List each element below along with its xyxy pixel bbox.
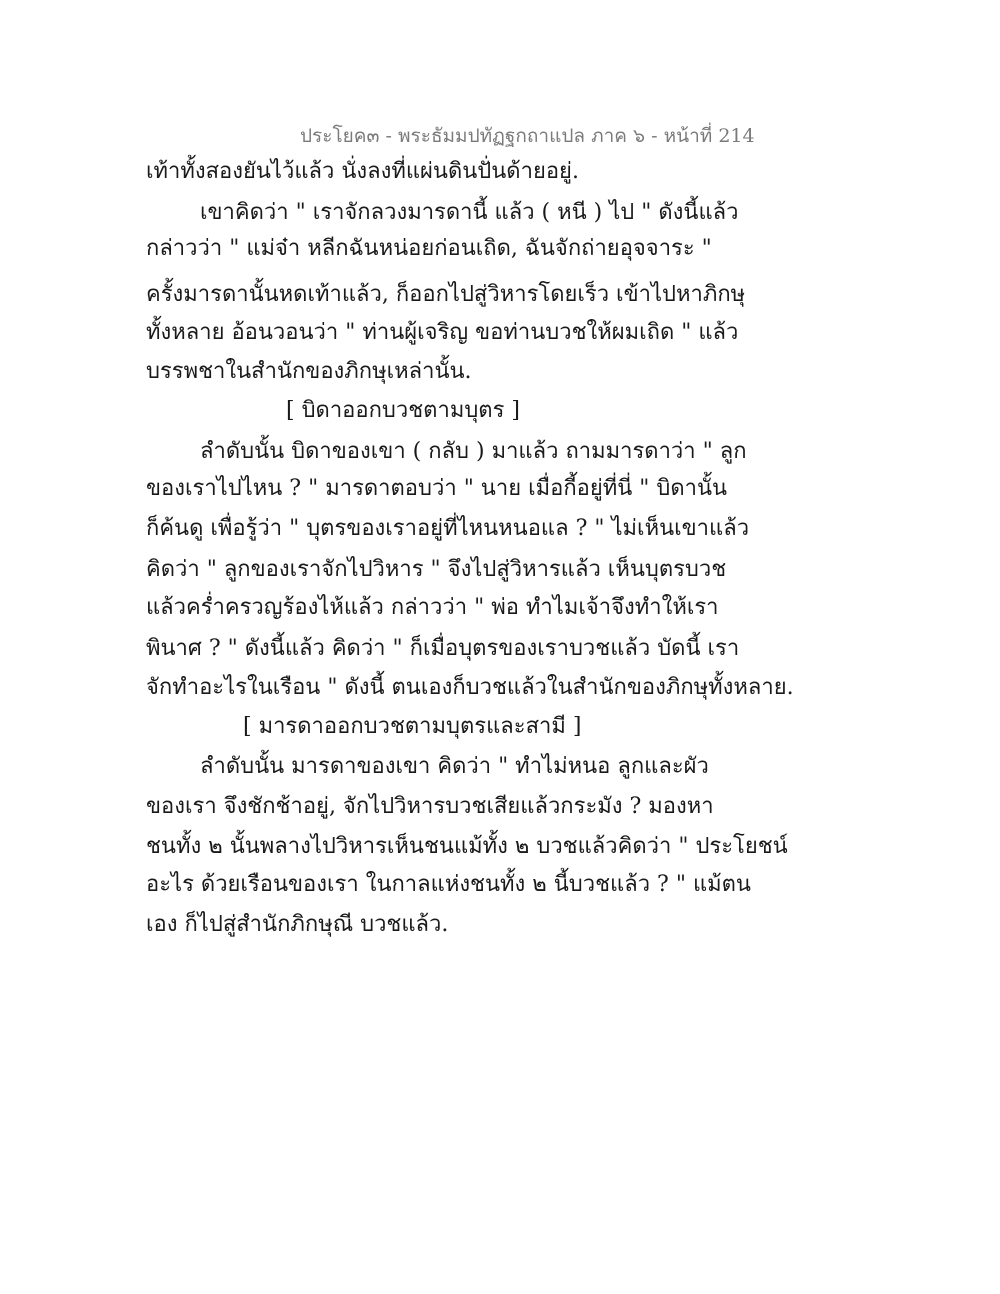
text-line: ก็ค้นดู เพื่อรู้ว่า " บุตรของเราอยู่ที่ไหนหนอแล ? " ไม่เห็นเขาแล้ว — [146, 516, 750, 541]
text-line: ชนทั้ง ๒ นั้นพลางไปวิหารเห็นชนแม้ทั้ง ๒ บวชแล้วคิดว่า " ประโยชน์ — [146, 834, 788, 859]
text-line: จักทำอะไรในเรือน " ดังนี้ ตนเองก็บวชแล้วในสำนักของภิกษุทั้งหลาย. — [146, 675, 794, 700]
text-line: เท้าทั้งสองยันไว้แล้ว นั่งลงที่แผ่นดินปั่นด้ายอยู่. — [146, 159, 579, 184]
text-line: เขาคิดว่า " เราจักลวงมารดานี้ แล้ว ( หนี ) ไป " ดังนี้แล้ว — [200, 200, 739, 225]
text-line: ของเรา จึงชักช้าอยู่, จักไปวิหารบวชเสียแล้วกระมัง ? มองหา — [146, 794, 714, 819]
text-line: ทั้งหลาย อ้อนวอนว่า " ท่านผู้เจริญ ขอท่านบวชให้ผมเถิด " แล้ว — [146, 320, 739, 345]
section-heading: [ บิดาออกบวชตามบุตร ] — [286, 398, 520, 423]
section-heading: [ มารดาออกบวชตามบุตรและสามี ] — [243, 714, 582, 739]
text-line: แล้วคร่ำครวญร้องไห้แล้ว กล่าวว่า " พ่อ ทำไมเจ้าจึงทำให้เรา — [146, 595, 719, 620]
text-line: อะไร ด้วยเรือนของเรา ในกาลแห่งชนทั้ง ๒ นี้บวชแล้ว ? " แม้ตน — [146, 872, 751, 897]
text-line: บรรพชาในสำนักของภิกษุเหล่านั้น. — [146, 359, 472, 384]
text-line: ครั้งมารดานั้นหดเท้าแล้ว, ก็ออกไปสู่วิหารโดยเร็ว เข้าไปหาภิกษุ — [146, 282, 746, 307]
text-line: ลำดับนั้น บิดาของเขา ( กลับ ) มาแล้ว ถามมารดาว่า " ลูก — [200, 439, 747, 464]
running-header: ประโยค๓ - พระธัมมปทัฏฐกถาแปล ภาค ๖ - หน้าที่ 214 — [300, 125, 755, 147]
text-line: ของเราไปไหน ? " มารดาตอบว่า " นาย เมื่อกี้อยู่ที่นี่ " บิดานั้น — [146, 476, 728, 501]
text-line: ลำดับนั้น มารดาของเขา คิดว่า " ทำไม่หนอ ลูกและผัว — [200, 754, 709, 779]
text-line: คิดว่า " ลูกของเราจักไปวิหาร " จึงไปสู่วิหารแล้ว เห็นบุตรบวช — [146, 557, 727, 582]
text-line: พินาศ ? " ดังนี้แล้ว คิดว่า " ก็เมื่อบุตรของเราบวชแล้ว บัดนี้ เรา — [146, 636, 740, 661]
text-line: กล่าวว่า " แม่จ๋า หลีกฉันหน่อยก่อนเถิด, ฉันจักถ่ายอุจจาระ " — [146, 236, 712, 261]
text-line: เอง ก็ไปสู่สำนักภิกษุณี บวชแล้ว. — [146, 912, 449, 937]
